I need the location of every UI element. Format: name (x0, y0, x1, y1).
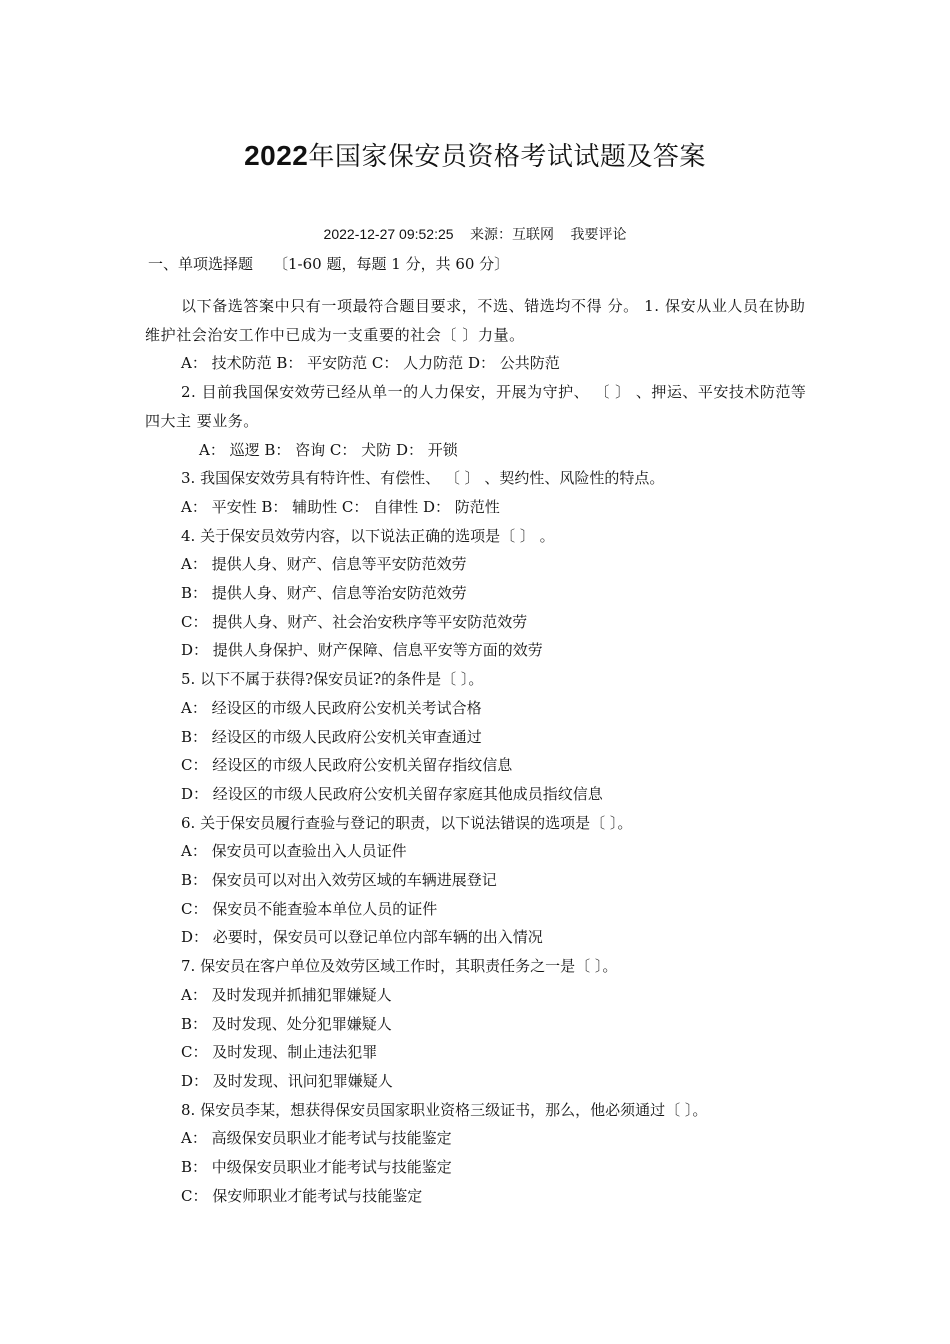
q7-option-c: C： 及时发现、制止违法犯罪 (181, 1043, 378, 1062)
section-heading (148, 253, 509, 274)
question-5: 5. 以下不属于获得?保安员证?的条件是〔 〕。 (181, 670, 484, 689)
q3-options: A： 平安性 B： 辅助性 C： 自律性 D： 防范性 (181, 497, 500, 516)
q6-option-d: D： 必要时，保安员可以登记单位内部车辆的出入情况 (181, 928, 543, 947)
question-2: 2. 目前我国保安效劳已经从单一的人力保安，开展为守护、 〔 〕 、押运、平安技术防范等四大主 要业务。 (145, 383, 807, 430)
q6-option-a: A： 保安员可以查验出入人员证件 (181, 842, 407, 861)
title-text: 年国家保安员资格考试试题及答案 (308, 142, 706, 172)
q8-option-b: B： 中级保安员职业才能考试与技能鉴定 (181, 1158, 452, 1177)
q6-option-c: C： 保安员不能查验本单位人员的证件 (181, 899, 438, 918)
question-list (145, 292, 810, 1211)
question-3: 3. 我国保安效劳具有特许性、有偿性、 〔 〕 、契约性、风险性的特点。 (181, 469, 665, 488)
q7-option-b: B： 及时发现、处分犯罪嫌疑人 (181, 1014, 392, 1033)
question-8: 8. 保安员李某，想获得保安员国家职业资格三级证书，那么，他必须通过〔 〕。 (181, 1100, 708, 1119)
question-7: 7. 保安员在客户单位及效劳区域工作时，其职责任务之一是〔 〕。 (181, 957, 618, 976)
q4-option-a: A： 提供人身、财产、信息等平安防范效劳 (181, 555, 467, 574)
q4-option-d: D： 提供人身保护、财产保障、信息平安等方面的效劳 (181, 641, 543, 660)
question-4: 4. 关于保安员效劳内容，以下说法正确的选项是〔 〕 。 (181, 526, 555, 545)
q5-option-a: A： 经设区的市级人民政府公安机关考试合格 (181, 698, 482, 717)
q8-option-c: C： 保安师职业才能考试与技能鉴定 (181, 1186, 423, 1205)
title-year: 2022 (244, 140, 309, 171)
source-label: 来源：互联网 (470, 227, 554, 243)
section-title: 一、单项选择题 (148, 255, 254, 273)
intro-paragraph: 以下备选答案中只有一项最符合题目要求，不选、错选均不得 分。 1. 保安从业人员在协助维护社会治安工作中已成为一支重要的社会〔 〕力量。 (145, 297, 806, 344)
q7-option-d: D： 及时发现、讯问犯罪嫌疑人 (181, 1071, 393, 1090)
publish-date: 2022-12-27 09:52:25 (323, 226, 454, 242)
q5-option-c: C： 经设区的市级人民政府公安机关留存指纹信息 (181, 756, 513, 775)
q6-option-b: B： 保安员可以对出入效劳区域的车辆进展登记 (181, 871, 497, 890)
question-6: 6. 关于保安员履行查验与登记的职责，以下说法错误的选项是〔 〕。 (181, 813, 633, 832)
q5-option-b: B： 经设区的市级人民政府公安机关审查通过 (181, 727, 482, 746)
q4-option-c: C： 提供人身、财产、社会治安秩序等平安防范效劳 (181, 612, 528, 631)
q7-option-a: A： 及时发现并抓捕犯罪嫌疑人 (181, 985, 392, 1004)
page-title (0, 136, 950, 173)
q2-options: A： 巡逻 B： 咨询 C： 犬防 D： 开锁 (199, 440, 458, 459)
article-meta (0, 224, 950, 244)
section-range: 〔1-60 题，每题 1 分，共 60 分〕 (273, 255, 510, 273)
q1-options: A： 技术防范 B： 平安防范 C： 人力防范 D： 公共防范 (181, 354, 560, 373)
q5-option-d: D： 经设区的市级人民政府公安机关留存家庭其他成员指纹信息 (181, 784, 603, 803)
q8-option-a: A： 高级保安员职业才能考试与技能鉴定 (181, 1129, 452, 1148)
q4-option-b: B： 提供人身、财产、信息等治安防范效劳 (181, 584, 467, 603)
comment-link[interactable]: 我要评论 (570, 227, 627, 243)
